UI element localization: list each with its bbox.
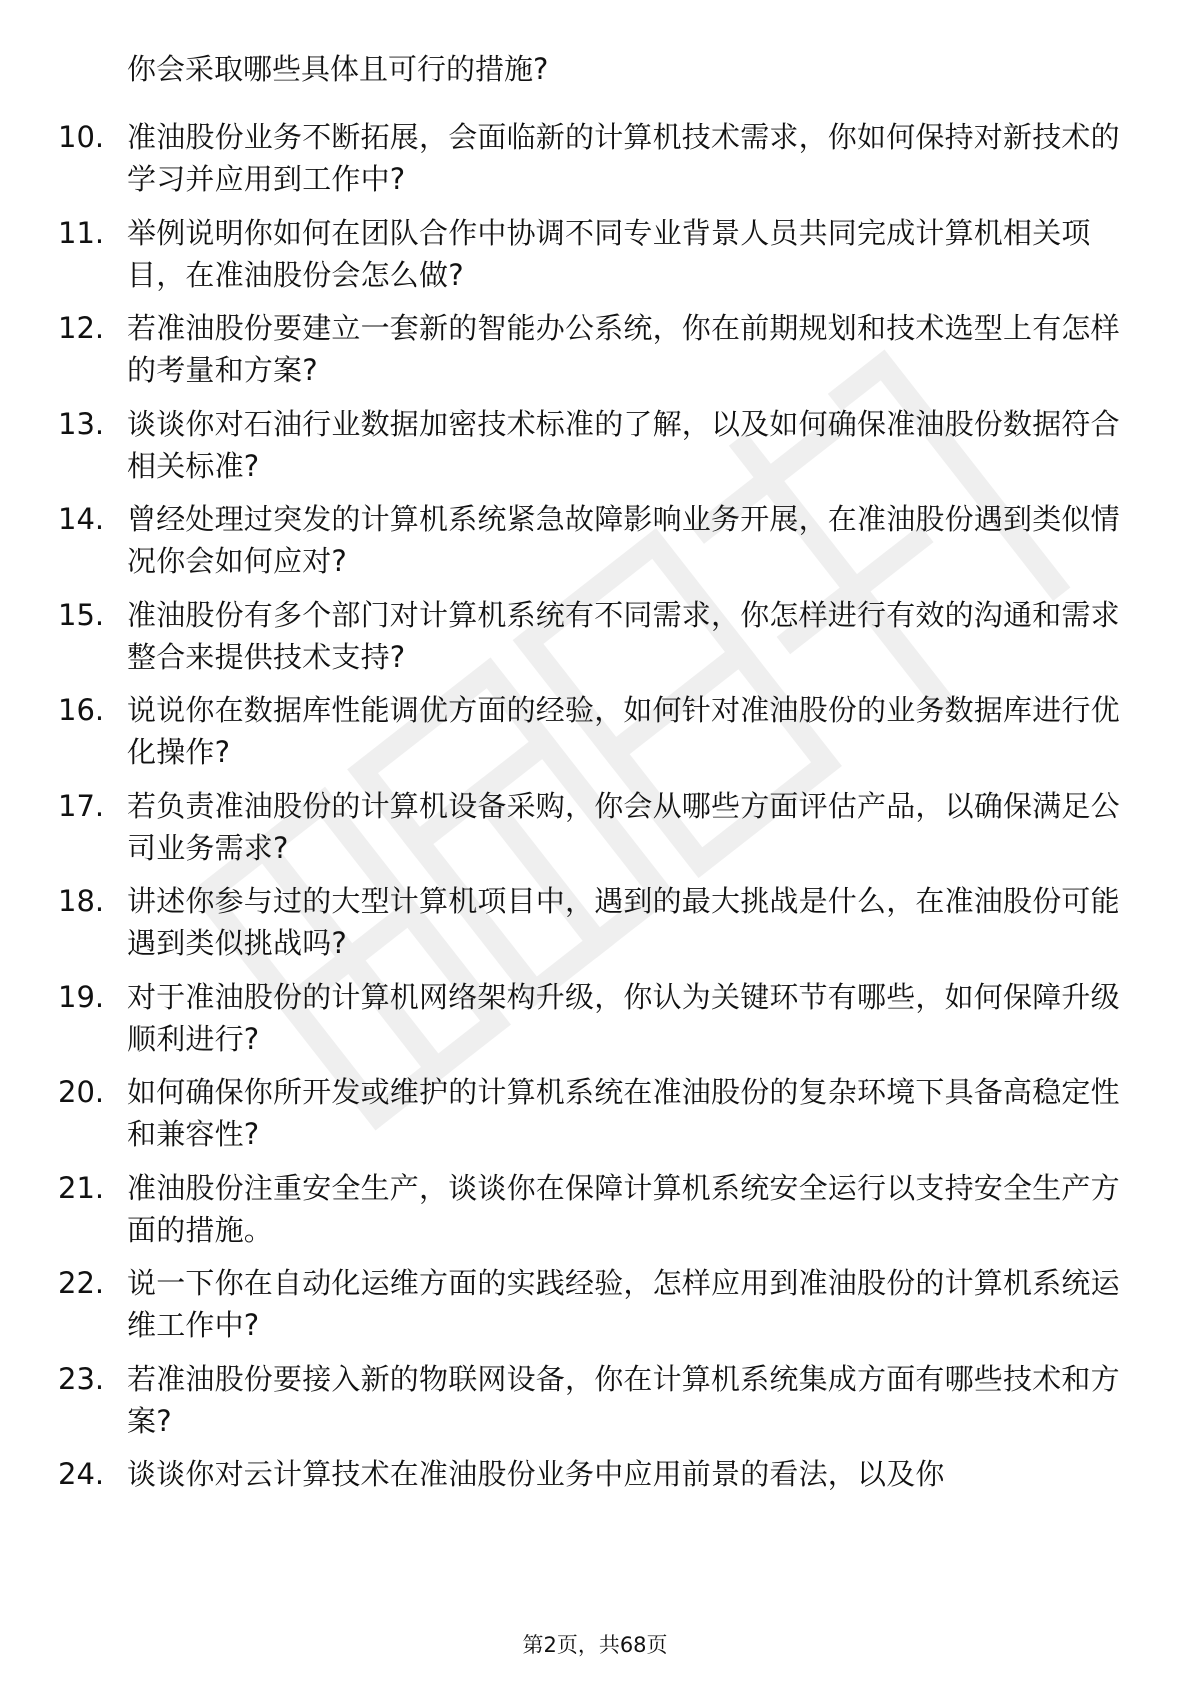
- question-text: 举例说明你如何在团队合作中协调不同专业背景人员共同完成计算机相关项目，在准油股份会怎么做?: [127, 215, 1091, 292]
- question-number: 10.: [58, 120, 105, 154]
- question-text: 曾经处理过突发的计算机系统紧急故障影响业务开展，在准油股份遇到类似情况你会如何应对?: [127, 502, 1120, 578]
- question-item: [0, 1262, 1190, 1358]
- question-number: 22.: [58, 1266, 105, 1300]
- question-number: 18.: [58, 884, 105, 918]
- question-number: 17.: [58, 788, 105, 823]
- question-number: 23.: [58, 1361, 105, 1396]
- question-number: 13.: [58, 406, 105, 441]
- question-text: 准油股份注重安全生产，谈谈你在保障计算机系统安全运行以支持安全生产方面的措施。: [127, 1170, 1120, 1247]
- page-footer: 第2页，共68页: [522, 1633, 668, 1657]
- question-item: [0, 498, 1190, 594]
- question-text: 如何确保你所开发或维护的计算机系统在准油股份的复杂环境下具备高稳定性和兼容性?: [127, 1075, 1120, 1151]
- question-text: 说一下你在自动化运维方面的实践经验，怎样应用到准油股份的计算机系统运维工作中?: [127, 1266, 1120, 1342]
- question-item: [0, 1453, 1190, 1549]
- question-number: 24.: [58, 1457, 105, 1491]
- continuation-text: 你会采取哪些具体且可行的措施?: [127, 52, 549, 86]
- question-text: 准油股份有多个部门对计算机系统有不同需求，你怎样进行有效的沟通和需求整合来提供技术支持?: [127, 597, 1120, 674]
- question-text: 谈谈你对石油行业数据加密技术标准的了解，以及如何确保准油股份数据符合相关标准?: [127, 406, 1120, 483]
- question-item: [0, 403, 1190, 499]
- question-text: 说说你在数据库性能调优方面的经验，如何针对准油股份的业务数据库进行优化操作?: [127, 693, 1120, 769]
- question-item: [0, 976, 1190, 1072]
- question-number: 16.: [58, 693, 105, 727]
- question-list: [0, 116, 1190, 1549]
- question-number: 14.: [58, 502, 105, 536]
- question-text: 对于准油股份的计算机网络架构升级，你认为关键环节有哪些，如何保障升级顺利进行?: [127, 979, 1120, 1056]
- question-number: 15.: [58, 597, 105, 632]
- question-item: [0, 1358, 1190, 1454]
- question-item: [0, 1071, 1190, 1167]
- question-text: 若准油股份要建立一套新的智能办公系统，你在前期规划和技术选型上有怎样的考量和方案?: [127, 311, 1120, 387]
- question-item: [0, 594, 1190, 690]
- question-number: 11.: [58, 215, 105, 250]
- question-item: [0, 880, 1190, 976]
- question-text: 若准油股份要接入新的物联网设备，你在计算机系统集成方面有哪些技术和方案?: [127, 1361, 1120, 1438]
- question-item: [0, 785, 1190, 881]
- question-item: [0, 116, 1190, 212]
- question-number: 20.: [58, 1075, 105, 1109]
- question-text: 讲述你参与过的大型计算机项目中，遇到的最大挑战是什么，在准油股份可能遇到类似挑战吗?: [127, 884, 1120, 960]
- question-number: 21.: [58, 1170, 105, 1205]
- question-text: 准油股份业务不断拓展，会面临新的计算机技术需求，你如何保持对新技术的学习并应用到工作中?: [127, 120, 1120, 196]
- question-number: 12.: [58, 311, 105, 345]
- question-item: [0, 689, 1190, 785]
- question-item: [0, 1167, 1190, 1263]
- question-item: [0, 307, 1190, 403]
- question-item: [0, 212, 1190, 308]
- question-text: 谈谈你对云计算技术在准油股份业务中应用前景的看法，以及你: [127, 1457, 945, 1491]
- question-number: 19.: [58, 979, 105, 1014]
- question-text: 若负责准油股份的计算机设备采购，你会从哪些方面评估产品，以确保满足公司业务需求?: [127, 788, 1120, 865]
